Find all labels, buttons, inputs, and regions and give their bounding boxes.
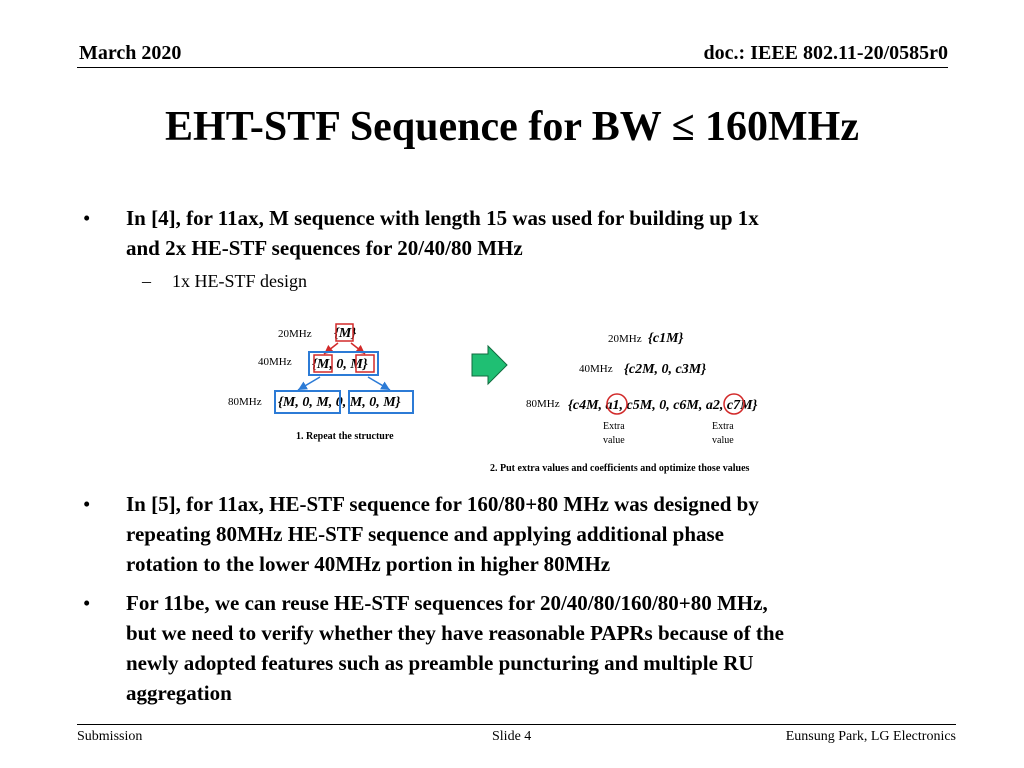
bullet-1-line-2: and 2x HE-STF sequences for 20/40/80 MHz	[126, 236, 523, 260]
left-seq40: {M, 0, M}	[312, 357, 368, 372]
slide-title: EHT-STF Sequence for BW ≤ 160MHz	[165, 104, 859, 150]
header-date: March 2020	[79, 42, 182, 64]
bullet-2-line-1: In [5], for 11ax, HE-STF sequence for 160/80+80 MHz was designed by	[126, 492, 759, 516]
header-doc-id: doc.: IEEE 802.11-20/0585r0	[703, 42, 948, 64]
right-bw40-label: 40MHz	[579, 363, 613, 375]
bullet-2-line-3: rotation to the lower 40MHz portion in higher 80MHz	[126, 552, 611, 576]
extra-1-label-b: value	[603, 435, 625, 446]
left-bw40-label: 40MHz	[258, 356, 292, 368]
header-divider	[77, 67, 948, 68]
extra-2-label-a: Extra	[712, 421, 734, 432]
bullet-2	[83, 489, 926, 579]
footer-submission: Submission	[77, 729, 143, 744]
extra-1-label-a: Extra	[603, 421, 625, 432]
left-bw80-label: 80MHz	[228, 396, 262, 408]
left-bw20-label: 20MHz	[278, 328, 312, 340]
bullet-marker: •	[83, 206, 91, 230]
right-seq20: {c1M}	[648, 331, 684, 346]
extra-2-label-b: value	[712, 435, 734, 446]
bullet-1-line-1: In [4], for 11ax, M sequence with length 15 was used for building up 1x	[126, 206, 759, 230]
he-stf-design-figure	[220, 316, 810, 476]
footer-divider	[77, 724, 956, 725]
bullet-3	[83, 588, 926, 708]
right-bw80-label: 80MHz	[526, 398, 560, 410]
left-seq20: {M}	[334, 326, 357, 341]
right-caption: 2. Put extra values and coefficients and optimize those values	[490, 463, 750, 474]
left-seq80: {M, 0, M, 0, M, 0, M}	[278, 395, 401, 410]
right-arrow-icon	[472, 346, 507, 384]
bullet-2-line-2: repeating 80MHz HE-STF sequence and applying additional phase	[126, 522, 725, 546]
sub-bullet-text: 1x HE-STF design	[172, 271, 307, 291]
bullet-marker: •	[83, 591, 91, 615]
sub-bullet-1	[142, 271, 307, 292]
right-seq80: {c4M, a1, c5M, 0, c6M, a2, c7M}	[568, 398, 758, 413]
bullet-3-line-3: newly adopted features such as preamble puncturing and multiple RU	[126, 651, 754, 675]
right-seq40: {c2M, 0, c3M}	[624, 362, 707, 377]
bullet-marker: •	[83, 492, 91, 516]
right-bw20-label: 20MHz	[608, 333, 642, 345]
bullet-3-line-1: For 11be, we can reuse HE-STF sequences for 20/40/80/160/80+80 MHz,	[126, 591, 768, 615]
left-blue-arrow-b	[368, 377, 390, 390]
bullet-3-line-4: aggregation	[126, 681, 232, 705]
footer-author: Eunsung Park, LG Electronics	[785, 729, 956, 744]
left-caption: 1. Repeat the structure	[296, 431, 394, 442]
sub-bullet-marker: –	[142, 271, 151, 291]
bullet-1	[83, 203, 926, 263]
bullet-3-line-2: but we need to verify whether they have reasonable PAPRs because of the	[126, 621, 784, 645]
footer-slide-number: Slide 4	[492, 729, 532, 744]
left-blue-arrow-a	[298, 377, 320, 390]
